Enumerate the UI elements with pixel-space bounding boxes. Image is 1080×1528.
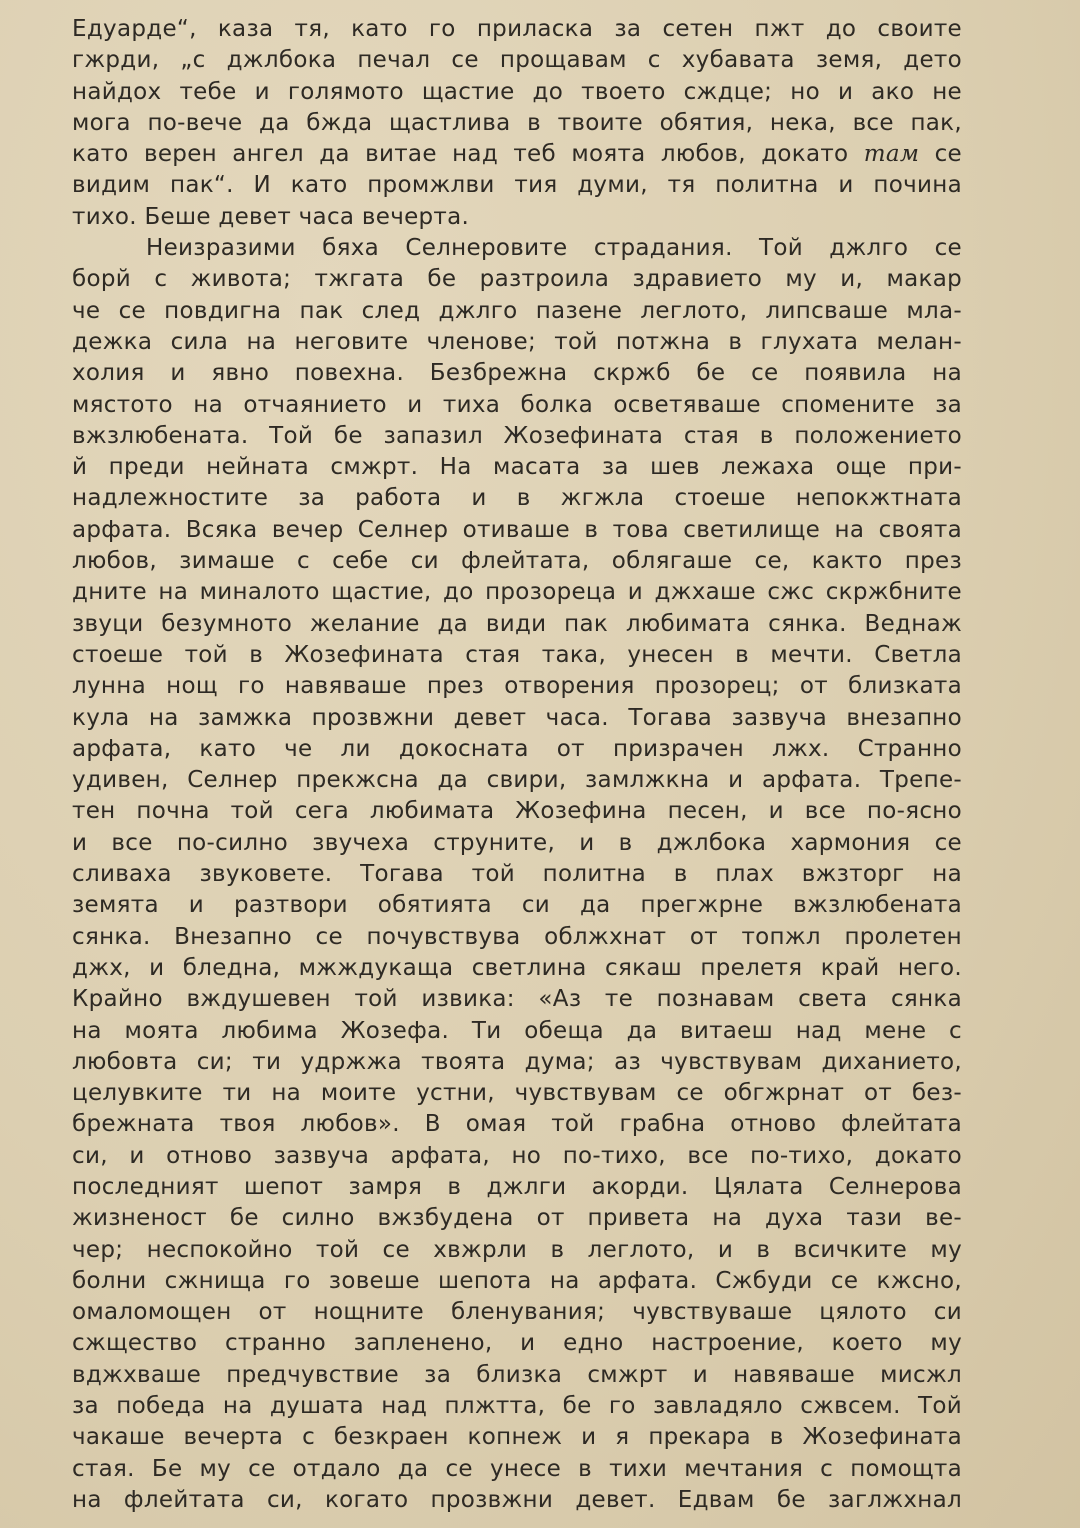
text-line: звуци безумното желание да види пак любимата сянка. Веднаж	[72, 610, 962, 637]
text-line: болни сжнища го зовеше шепота на арфата. Сжбуди се кжсно,	[72, 1267, 962, 1294]
text-line: борй с живота; тжгата бе разтроила здравието му и, макар	[72, 266, 962, 293]
text-line: за победа на душата над плжтта, бе го завладяло сжвсем. Той	[72, 1393, 962, 1420]
paragraph-start-line: Неизразими бяха Селнеровите страдания. Той джлго се	[146, 235, 962, 262]
text-line: жизненост бе силно вжзбудена от привета на духа тази ве-	[72, 1205, 962, 1232]
text-line: Крайно вждушевен той извика: «Аз те познавам света сянка	[72, 986, 962, 1013]
text-line: вджхваше предчувствие за близка смжрт и навяваше мисжл	[72, 1361, 962, 1388]
text-line: любовта си; ти удржжа твоята дума; аз чувствувам диханието,	[72, 1048, 962, 1075]
text-line	[72, 139, 962, 170]
text-line: арфата, като че ли докосната от призрачен лжх. Странно	[72, 735, 962, 762]
text-line: дните на миналото щастие, до прозореца и джхаше сжс скржбните	[72, 579, 962, 606]
text-line: сливаха звуковете. Тогава той политна в плах вжзторг на	[72, 861, 962, 888]
text-line: сжщество странно запленено, и едно настроение, което му	[72, 1330, 962, 1357]
text-line: мога по-вече да бжда щастлива в твоите обятия, нека, все пак,	[72, 109, 962, 136]
text-line: удивен, Селнер прекжсна да свири, замлжкна и арфата. Трепе-	[72, 767, 962, 794]
text-line: чер; неспокойно той се хвжрли в леглото, и в всичките му	[72, 1236, 962, 1263]
text-line: холия и явно повехна. Безбрежна скржб бе се появила на	[72, 360, 962, 387]
text-line: надлежностите за работа и в жгжла стоеше непокжтната	[72, 485, 962, 512]
text-line: арфата. Всяка вечер Селнер отиваше в това светилище на своята	[72, 516, 962, 543]
text-line: стая. Бе му се отдало да се унесе в тихи мечтания с помощта	[72, 1455, 962, 1482]
text-line: й преди нейната смжрт. На масата за шев лежаха още при-	[72, 454, 962, 481]
text-line: целувките ти на моите устни, чувствувам се обгжрнат от без-	[72, 1080, 962, 1107]
text-line: кула на замжка прозвжни девет часа. Тогава зазвуча внезапно	[72, 704, 962, 731]
text-line: вжзлюбената. Той бе запазил Жозефината стая в положението	[72, 422, 962, 449]
text-line: брежната твоя любов». В омая той грабна отново флейтата	[72, 1111, 962, 1138]
text-line: омаломощен от нощните бленувания; чувствуваше цялото си	[72, 1299, 962, 1326]
text-line: найдох тебе и голямото щастие до твоето сждце; но и ако не	[72, 78, 962, 105]
text-line: си, и отново зазвуча арфата, но по-тихо, все по-тихо, докато	[72, 1142, 962, 1169]
text-line: лунна нощ го навяваше през отворения прозорец; от близката	[72, 673, 962, 700]
text-line: любов, зимаше с себе си флейтата, облягаше се, както през	[72, 548, 962, 575]
text-line: джх, и бледна, мжждукаща светлина сякаш прелетя край него.	[72, 954, 962, 981]
text-line: земята и разтвори обятията си да прегжрне вжзлюбената	[72, 892, 962, 919]
text-line: сянка. Внезапно се почувствува облжхнат от топжл пролетен	[72, 923, 962, 950]
text-line: стоеше той в Жозефината стая така, унесен в мечти. Светла	[72, 641, 962, 668]
text-line: и все по-силно звучеха струните, и в джлбока хармония се	[72, 829, 962, 856]
text-segment: се	[919, 141, 962, 168]
text-line: мястото на отчаянието и тиха болка осветяваше спомените за	[72, 391, 962, 418]
text-line: видим пак“. И като промжлви тия думи, тя политна и почина	[72, 172, 962, 199]
text-line: тен почна той сега любимата Жозефина песен, и все по-ясно	[72, 798, 962, 825]
page-text	[72, 14, 962, 1516]
paragraph-end-line: тихо. Беше девет часа вечерта.	[72, 203, 470, 230]
text-line: последният шепот замря в джлги акорди. Цялата Селнерова	[72, 1173, 962, 1200]
text-line: Едуарде“, каза тя, като го приласка за сетен пжт до своите	[72, 16, 962, 42]
text-line: чакаше вечерта с безкраен копнеж и я прекара в Жозефината	[72, 1424, 962, 1451]
text-line: дежка сила на неговите членове; той потжна в глухата мелан-	[72, 328, 962, 355]
text-segment: като верен ангел да витае над теб моята любов, докато	[72, 141, 864, 168]
text-line: че се повдигна пак след джлго пазене леглото, липсваше мла-	[72, 297, 962, 324]
text-line: на моята любима Жозефа. Ти обеща да витаеш над мене с	[72, 1017, 962, 1044]
text-line: гжрди, „с джлбока печал се прощавам с хубавата земя, дето	[72, 47, 962, 74]
italic-word: там	[863, 141, 920, 168]
text-line: на флейтата си, когато прозвжни девет. Едвам бе заглжхнал	[72, 1486, 962, 1513]
